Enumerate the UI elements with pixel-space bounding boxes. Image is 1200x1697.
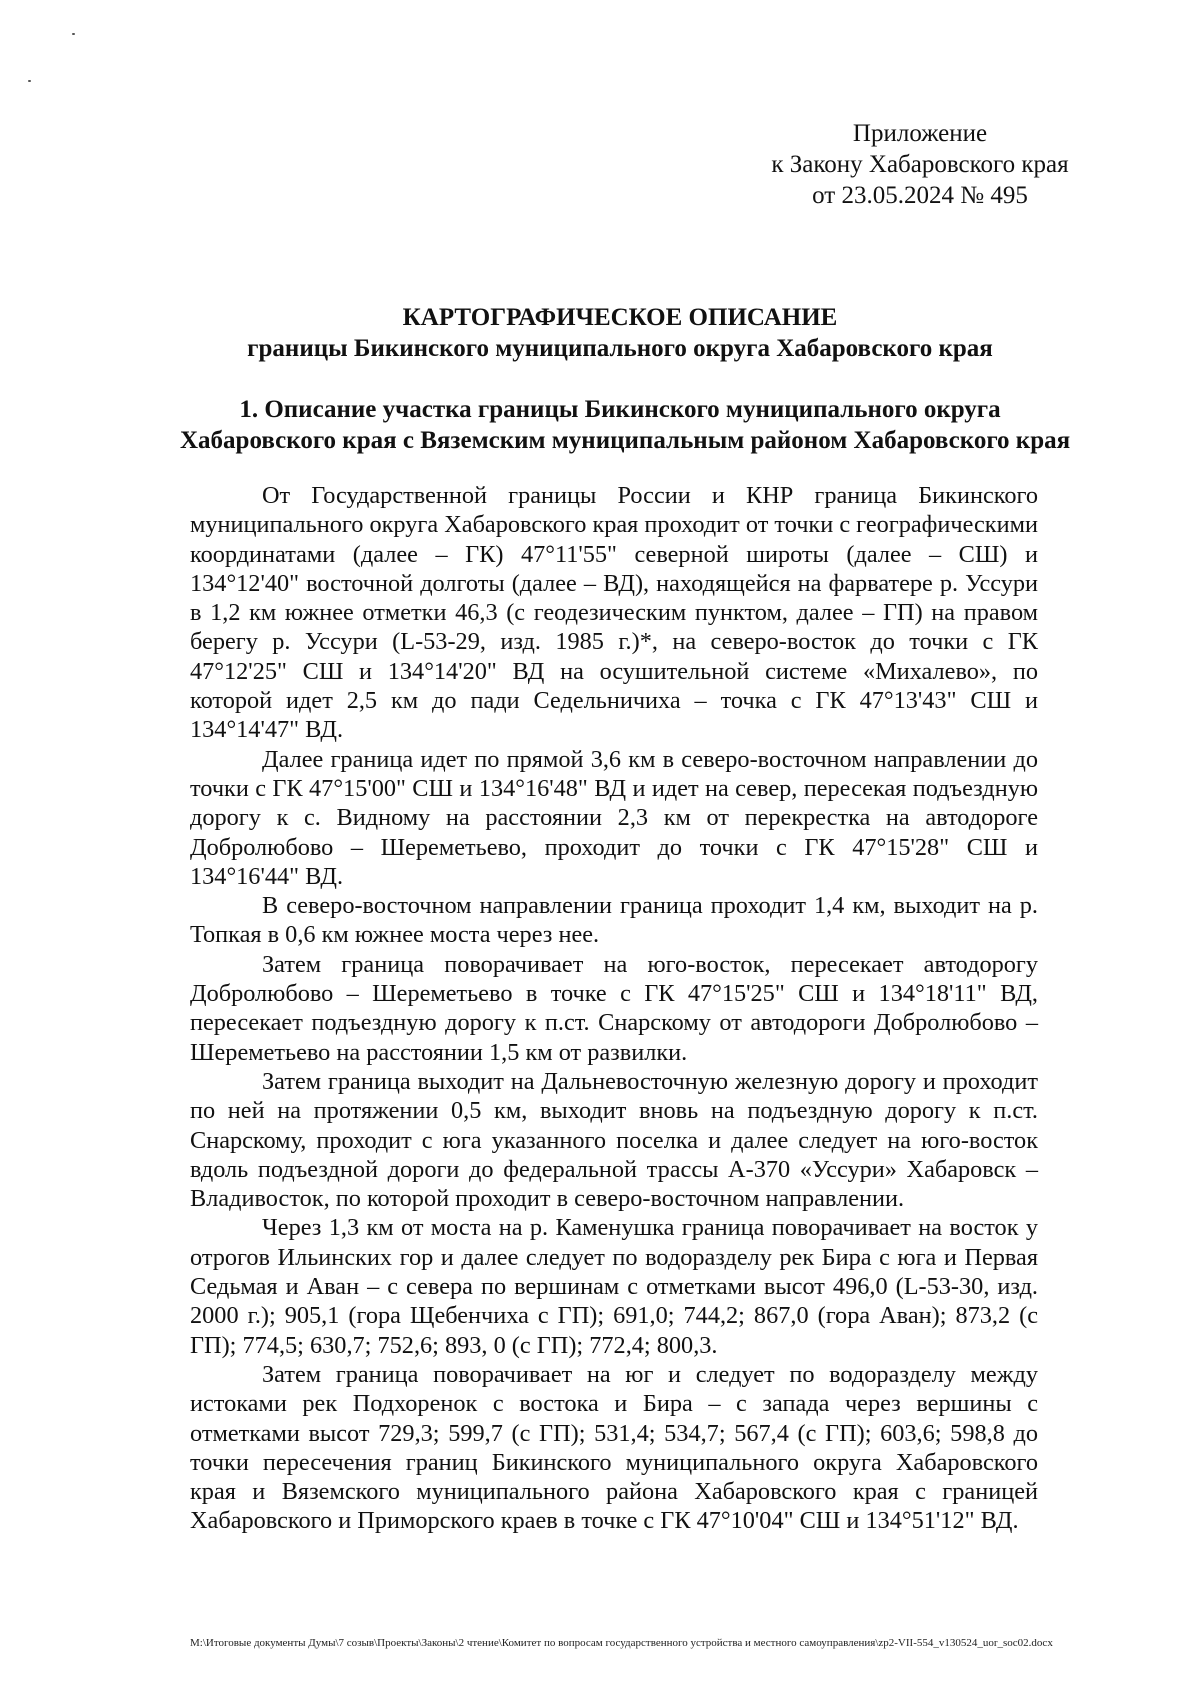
appendix-header xyxy=(700,118,1140,211)
body-paragraph: Через 1,3 км от моста на р. Каменушка граница поворачивает на восток у отрогов Ильинских гор и далее следует по водоразделу рек Бира с юга и Первая Седьмая и Аван – с севера по вершинам с отметками высот 496,0 (L-53-30, изд. 2000 г.); 905,1 (гора Щебенчиха с ГП); 691,0; 744,2; 867,0 (гора Аван); 873,2 (с ГП); 774,5; 630,7; 752,6; 893, 0 (с ГП); 772,4; 800,3. xyxy=(190,1214,1038,1359)
appendix-law-reference: к Закону Хабаровского края xyxy=(771,151,1069,178)
body-paragraph: Затем граница поворачивает на юг и следует по водоразделу между истоками рек Подхоренок с востока и Бира – с запада через вершины с отметками высот 729,3; 599,7 (с ГП); 531,4; 534,7; 567,4 (с ГП); 603,6; 598,8 до точки пересечения границ Бикинского муниципального округа Хабаровского края и Вяземского муниципального района Хабаровского края с границей Хабаровского и Приморского краев в точке с ГК 47°10'04" СШ и 134°51'12" ВД. xyxy=(190,1360,1038,1535)
scan-speck xyxy=(28,80,31,82)
section-heading xyxy=(180,394,1071,456)
document-title-main: КАРТОГРАФИЧЕСКОЕ ОПИСАНИЕ xyxy=(402,304,838,331)
document-title xyxy=(180,302,1060,364)
appendix-date-number: от 23.05.2024 № 495 xyxy=(812,182,1028,209)
body-paragraph: Далее граница идет по прямой 3,6 км в северо-восточном направлении до точки с ГК 47°15'00" СШ и 134°16'48" ВД и идет на север, пересекая подъездную дорогу к с. Видному на расстоянии 2,3 км от перекрестка на автодороге Добролюбово – Шереметьево, проходит до точки с ГК 47°15'28" СШ и 134°16'44" ВД. xyxy=(190,745,1038,890)
section-heading-line2: Хабаровского края с Вяземским муниципальным районом Хабаровского края xyxy=(180,427,1071,454)
document-title-subtitle: границы Бикинского муниципального округа Хабаровского края xyxy=(247,335,993,362)
scan-speck xyxy=(72,33,75,35)
section-body xyxy=(190,481,1038,1536)
body-paragraph: В северо-восточном направлении граница проходит 1,4 км, выходит на р. Топкая в 0,6 км южнее моста через нее. xyxy=(190,892,1038,949)
body-paragraph: Затем граница выходит на Дальневосточную железную дорогу и проходит по ней на протяжении 0,5 км, выходит вновь на подъездную дорогу к п.ст. Снарскому, проходит с юга указанного поселка и далее следует на юго-восток вдоль подъездной дороги до федеральной трассы А-370 «Уссури» Хабаровск – Владивосток, по которой проходит в северо-восточном направлении. xyxy=(190,1067,1038,1213)
body-paragraph: Затем граница поворачивает на юго-восток, пересекает автодорогу Добролюбово – Шереметьево в точке с ГК 47°15'25" СШ и 134°18'11" ВД, пересекает подъездную дорогу к п.ст. Снарскому от автодороги Добролюбово – Шереметьево на расстоянии 1,5 км от развилки. xyxy=(190,950,1038,1066)
footer-file-path: M:\Итоговые документы Думы\7 созыв\Проекты\Законы\2 чтение\Комитет по вопросам государственного устройства и местного самоуправления\zp2-VII-554_v130524_uor_soc02.docx xyxy=(190,1637,1053,1649)
body-paragraph: От Государственной границы России и КНР граница Бикинского муниципального округа Хабаровского края проходит от точки с географическими координатами (далее – ГК) 47°11'55" северной широты (далее – СШ) и 134°12'40" восточной долготы (далее – ВД), находящейся на фарватере р. Уссури в 1,2 км южнее отметки 46,3 (с геодезическим пунктом, далее – ГП) на правом берегу р. Уссури (L-53-29, изд. 1985 г.)*, на северо-восток до точки с ГК 47°12'25" СШ и 134°14'20" ВД на осушительной системе «Михалево», по которой идет 2,5 км до пади Седельничиха – точка с ГК 47°13'43" СШ и 134°14'47" ВД. xyxy=(190,482,1038,744)
section-heading-line1: 1. Описание участка границы Бикинского муниципального округа xyxy=(239,396,1001,423)
appendix-label: Приложение xyxy=(852,120,988,147)
